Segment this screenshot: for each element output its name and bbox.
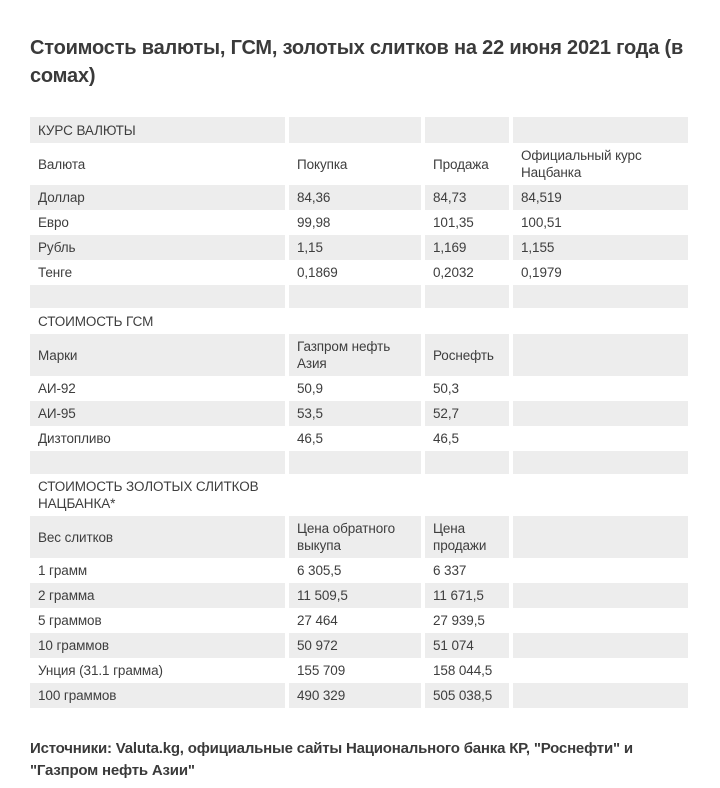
page-title: Стоимость валюты, ГСМ, золотых слитков на 22 июня 2021 года (в сомах) <box>30 37 684 87</box>
cell <box>509 451 688 474</box>
column-header-row <box>30 516 688 558</box>
cell: 99,98 <box>285 210 421 235</box>
cell: 84,519 <box>509 185 688 210</box>
cell: Евро <box>30 210 285 235</box>
cell: 11 509,5 <box>285 583 421 608</box>
cell: 52,7 <box>421 401 509 426</box>
cell: 490 329 <box>285 683 421 708</box>
rates-table <box>30 117 688 708</box>
table-row <box>30 608 688 633</box>
table-row <box>30 558 688 583</box>
table-row <box>30 658 688 683</box>
cell: 100,51 <box>509 210 688 235</box>
table-row <box>30 683 688 708</box>
cell: Марки <box>30 334 285 376</box>
cell: 1,169 <box>421 235 509 260</box>
cell <box>421 285 509 308</box>
cell: АИ-92 <box>30 376 285 401</box>
cell <box>30 285 285 308</box>
table-row <box>30 583 688 608</box>
cell <box>285 117 421 143</box>
cell: 50,3 <box>421 376 509 401</box>
section-title-row <box>30 117 688 143</box>
cell: 0,1869 <box>285 260 421 285</box>
cell <box>509 658 688 683</box>
spacer-row <box>30 451 688 474</box>
cell <box>30 451 285 474</box>
cell: СТОИМОСТЬ ГСМ <box>30 308 285 334</box>
cell <box>509 683 688 708</box>
cell: КУРС ВАЛЮТЫ <box>30 117 285 143</box>
cell <box>509 285 688 308</box>
cell: 11 671,5 <box>421 583 509 608</box>
table-row <box>30 426 688 451</box>
cell <box>509 426 688 451</box>
cell: Цена продажи <box>421 516 509 558</box>
table-row <box>30 235 688 260</box>
cell: 1,15 <box>285 235 421 260</box>
cell <box>509 117 688 143</box>
cell <box>509 633 688 658</box>
cell <box>285 451 421 474</box>
cell: 53,5 <box>285 401 421 426</box>
cell: 101,35 <box>421 210 509 235</box>
cell <box>509 474 688 516</box>
cell <box>421 451 509 474</box>
section-title-row <box>30 308 688 334</box>
cell: 50 972 <box>285 633 421 658</box>
cell: 158 044,5 <box>421 658 509 683</box>
table-row <box>30 210 688 235</box>
table-row <box>30 401 688 426</box>
cell: Роснефть <box>421 334 509 376</box>
spacer-row <box>30 285 688 308</box>
cell: Дизтопливо <box>30 426 285 451</box>
cell: СТОИМОСТЬ ЗОЛОТЫХ СЛИТКОВ НАЦБАНКА* <box>30 474 285 516</box>
column-header-row <box>30 334 688 376</box>
cell: 1,155 <box>509 235 688 260</box>
cell: Покупка <box>285 143 421 185</box>
cell: 0,1979 <box>509 260 688 285</box>
cell: 10 граммов <box>30 633 285 658</box>
cell: Валюта <box>30 143 285 185</box>
cell: 0,2032 <box>421 260 509 285</box>
cell <box>421 474 509 516</box>
table-row <box>30 633 688 658</box>
section-title-row <box>30 474 688 516</box>
cell: Вес слитков <box>30 516 285 558</box>
cell: Газпром нефть Азия <box>285 334 421 376</box>
cell <box>285 308 421 334</box>
cell: 6 337 <box>421 558 509 583</box>
cell <box>509 334 688 376</box>
cell: Официальный курс Нацбанка <box>509 143 688 185</box>
cell: 51 074 <box>421 633 509 658</box>
sources-note: Источники: Valuta.kg, официальные сайты Национального банка КР, "Роснефти" и "Газпром нефть Азии" <box>30 740 633 779</box>
cell: Рубль <box>30 235 285 260</box>
cell <box>421 308 509 334</box>
cell <box>509 608 688 633</box>
cell <box>285 285 421 308</box>
cell <box>509 516 688 558</box>
cell: Доллар <box>30 185 285 210</box>
cell <box>285 474 421 516</box>
cell <box>509 376 688 401</box>
cell <box>421 117 509 143</box>
cell <box>509 308 688 334</box>
cell: 27 464 <box>285 608 421 633</box>
cell: 155 709 <box>285 658 421 683</box>
cell: Продажа <box>421 143 509 185</box>
cell: Тенге <box>30 260 285 285</box>
cell: 1 грамм <box>30 558 285 583</box>
cell: АИ-95 <box>30 401 285 426</box>
cell: 6 305,5 <box>285 558 421 583</box>
rates-table-body <box>30 117 688 708</box>
cell: 84,73 <box>421 185 509 210</box>
cell <box>509 401 688 426</box>
table-row <box>30 185 688 210</box>
cell: 27 939,5 <box>421 608 509 633</box>
cell: 5 граммов <box>30 608 285 633</box>
cell <box>509 558 688 583</box>
cell: 100 граммов <box>30 683 285 708</box>
column-header-row <box>30 143 688 185</box>
cell: 2 грамма <box>30 583 285 608</box>
table-row <box>30 376 688 401</box>
cell: Унция (31.1 грамма) <box>30 658 285 683</box>
cell: 50,9 <box>285 376 421 401</box>
cell: 505 038,5 <box>421 683 509 708</box>
cell: 84,36 <box>285 185 421 210</box>
page <box>30 0 688 782</box>
table-row <box>30 260 688 285</box>
cell: 46,5 <box>285 426 421 451</box>
cell <box>509 583 688 608</box>
cell: Цена обратного выкупа <box>285 516 421 558</box>
cell: 46,5 <box>421 426 509 451</box>
